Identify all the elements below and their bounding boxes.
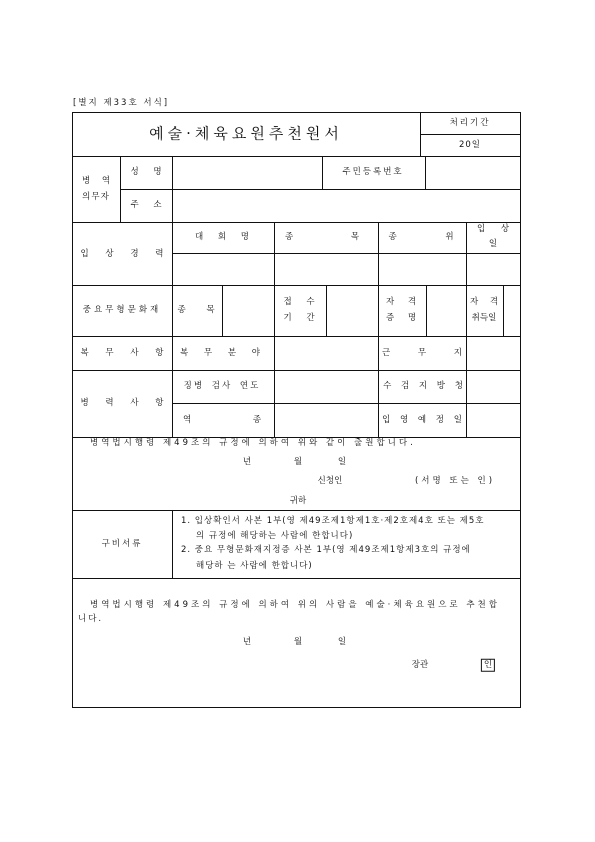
intangible-heritage-label: 중요무형문화재: [82, 304, 162, 315]
heritage-acquisition-label-line1: 자 격: [469, 296, 499, 307]
heritage-certification-label-line1: 자 격: [385, 296, 417, 307]
resident-number-field: [426, 157, 521, 189]
applicant-name-field: [173, 157, 322, 189]
workplace-label: 근 무 지: [381, 347, 463, 358]
address-label: 주 소: [130, 199, 162, 210]
required-documents-label: 구비서류: [101, 538, 143, 549]
application-day-label: 일: [337, 456, 347, 467]
recommendation-year-label: 년: [242, 636, 252, 647]
conscript-label-line1: 병 역: [81, 175, 111, 186]
workplace-field: [467, 337, 521, 370]
award-date-header-line2: 일: [488, 238, 498, 249]
award-history-label: 입 상 경 력: [80, 248, 164, 259]
recommendation-month-label: 월: [293, 636, 303, 647]
award-date-field: [467, 254, 521, 285]
event-header: 종 목: [284, 231, 360, 242]
exam-year-field: [275, 371, 378, 403]
heritage-period-label-line1: 접 수: [283, 296, 315, 307]
award-event-field: [275, 254, 378, 285]
service-field-value: [275, 337, 378, 370]
name-label: 성 명: [130, 166, 162, 177]
conscript-label-line2: 의무자: [82, 191, 110, 202]
rank-header: 종 위: [388, 231, 454, 242]
addressee-label: 귀하: [289, 495, 307, 506]
service-label: 복 무 사 항: [80, 347, 164, 358]
service-field-label: 복 무 분 야: [180, 347, 260, 358]
form-number: [별지 제33호 서식]: [73, 97, 170, 108]
recommendation-statement-line2: 니다.: [78, 613, 104, 624]
service-class-field: [275, 404, 378, 437]
applicant-label: 신청인: [317, 475, 343, 486]
heritage-period-field: [327, 286, 378, 336]
competition-header: 대 회 명: [194, 231, 250, 242]
heritage-certification-label-line2: 증 명: [385, 312, 417, 323]
heritage-acquisition-label-line2: 취득일: [471, 312, 497, 323]
enlistment-date-label: 입 영 예 정 일: [382, 414, 462, 425]
military-record-label: 병 력 사 항: [80, 397, 164, 408]
required-document-line: 해당하 는 사람에 한합니다): [196, 560, 313, 571]
award-competition-field: [173, 254, 274, 285]
signature-note: (서명 또는 인): [414, 475, 496, 486]
award-date-header-line1: 입 상: [476, 223, 510, 234]
application-month-label: 월: [293, 456, 303, 467]
required-document-line: 의 규정에 해당하는 사람에 한합니다): [196, 530, 354, 541]
heritage-period-label-line2: 기 간: [283, 312, 315, 323]
heritage-event-label: 종 목: [177, 304, 215, 315]
resident-number-label: 주민등록번호: [342, 166, 404, 177]
enlistment-date-field: [467, 404, 521, 437]
processing-period-value: 20일: [458, 139, 482, 150]
application-year-label: 년: [242, 456, 252, 467]
seal-mark: 인: [481, 659, 495, 672]
heritage-certification-field: [427, 286, 466, 336]
processing-period-label: 처리기간: [449, 117, 491, 128]
required-document-line: 2. 중요 무형문화재지정증 사본 1부(영 제49조제1항제3호의 규정에: [181, 544, 471, 555]
address-field: [173, 190, 521, 222]
application-statement: 병역법시행령 제49조의 규정에 의하여 위와 같이 출원합니다.: [90, 437, 416, 448]
exam-office-field: [467, 371, 521, 403]
required-document-line: 1. 입상확인서 사본 1부(영 제49조제1항제1호·제2호제4호 또는 제5호: [181, 515, 485, 526]
exam-year-label: 징병 검사 연도: [183, 380, 261, 391]
service-class-label: 역 종: [182, 414, 262, 425]
heritage-event-field: [223, 286, 274, 336]
exam-office-label: 수 검 지 방 청: [383, 380, 463, 391]
recommendation-statement-line1: 병역법시행령 제49조의 규정에 의하여 위의 사람을 예술·체육요원으로 추천합: [90, 599, 500, 610]
minister-label: 장관: [411, 659, 429, 670]
award-rank-field: [379, 254, 466, 285]
heritage-acquisition-field: [504, 286, 521, 336]
form-title: 예술·체육요원추천원서: [149, 124, 343, 143]
recommendation-day-label: 일: [337, 636, 347, 647]
